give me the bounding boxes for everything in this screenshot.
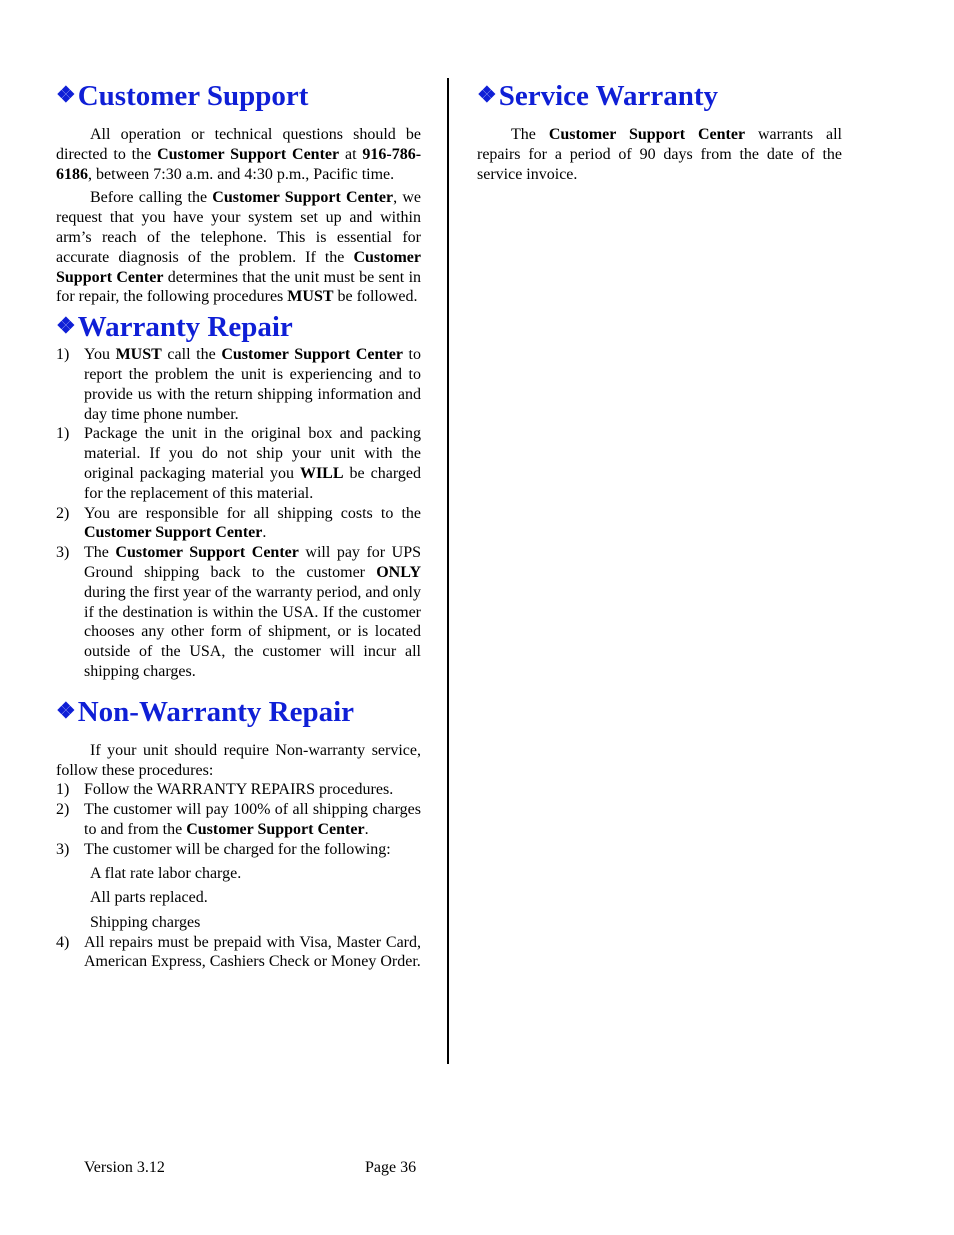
non-warranty-repair-heading [56,694,421,730]
list-item-number: 3) [56,840,70,858]
text-run: be charged for the replacement of this material. [84,464,421,502]
list-item [56,504,421,544]
text-run: The customer will be charged for the following: [84,840,391,858]
diamond-four-petal-icon: ❖ [56,313,76,339]
text-run: All repairs must be prepaid with Visa, Master Card, American Express, Cashiers Check or Money Order. [84,933,421,971]
non-warranty-repair-title: Non-Warranty Repair [77,695,355,728]
text-run: warrants all repairs for a period of 90 days from the date of the service invoice. [477,126,842,183]
list-item [56,424,421,503]
service-warranty-paragraph [477,125,842,184]
text-run: during the first year of the warranty period, and only if the destination is within the USA. If the customer chooses any other form of shipment, or is located outside of the USA, the customer will incur all shipping charges. [84,583,421,680]
text-run: The [511,126,549,143]
charge-item: A flat rate labor charge. [90,865,242,883]
bold-text: MUST [115,346,162,364]
warranty-repair-title: Warranty Repair [77,311,293,344]
list-item [56,840,421,860]
bold-text: 916-786-6186 [56,145,422,183]
text-run: will pay for UPS Ground shipping back to the customer [84,544,422,581]
list-item [56,345,421,424]
bold-text: MUST [287,288,334,306]
bold-text: Customer Support Center [186,820,365,838]
list-item-number: 3) [56,544,70,562]
diamond-four-petal-icon: ❖ [477,82,497,107]
bold-text: Customer Support Center [212,189,394,207]
footer-page-number: Page 36 [365,1159,417,1176]
list-item-number: 2) [56,801,70,819]
bold-text: Customer Support Center [56,248,421,286]
service-warranty-heading [477,78,842,114]
text-run: to report the problem the unit is experiencing and to provide us with the return shipping information and day time phone number. [84,346,422,423]
warranty-repair-heading [56,309,421,345]
text-run: Before calling the [90,189,213,207]
charge-item: Shipping charges [90,913,201,931]
bold-text: WILL [299,464,344,482]
text-run: You [84,346,116,364]
charge-item: All parts replaced. [90,889,208,907]
list-item-number: 1) [56,425,70,443]
text-run: determines that the unit must be sent in for repair, the following procedures [56,268,422,306]
bold-text: Customer Support Center [115,544,299,562]
warranty-repair-list [56,345,421,682]
customer-support-paragraph-2 [56,188,421,307]
non-warranty-list-continued [56,933,421,973]
text-run: , we request that you have your system set up and within arm’s reach of the telephone. This is essential for accurate diagnosis of the problem. If the [56,189,421,266]
list-item [56,800,421,840]
text-run: Follow the WARRANTY REPAIRS procedures. [84,781,394,799]
bold-text: Customer Support Center [221,346,403,364]
diamond-four-petal-icon: ❖ [56,697,76,723]
list-item-number: 2) [56,504,70,522]
column-divider [447,78,449,1064]
non-warranty-list [56,780,421,859]
customer-support-title: Customer Support [77,80,309,112]
service-warranty-title: Service Warranty [498,80,719,112]
text-run: If your unit should require Non-warranty service, follow these procedures: [56,741,421,779]
text-run: All operation or technical questions should be directed to the [56,126,421,163]
non-warranty-charges [56,864,421,933]
customer-support-heading [56,78,421,114]
text-run: The customer will pay 100% of all shipping charges to and from the [84,801,421,838]
list-item-number: 1) [56,781,70,799]
non-warranty-intro [56,741,421,781]
text-run: Package the unit in the original box and packing material. If you do not ship your unit with the original packaging material you [84,425,421,482]
right-column [477,78,842,184]
bold-text: Customer Support Center [84,524,263,542]
list-item-number: 1) [56,346,70,364]
footer-version: Version 3.12 [84,1159,165,1176]
list-item [56,933,421,973]
list-item-number: 4) [56,933,70,951]
customer-support-paragraph-1 [56,125,421,184]
text-run: call the [161,346,222,364]
diamond-four-petal-icon: ❖ [56,82,76,107]
text-run: The [84,544,116,562]
bold-text: Customer Support Center [157,145,340,163]
list-item [56,780,421,800]
text-run: at [339,145,363,163]
list-item [56,543,421,682]
text-run: , between 7:30 a.m. and 4:30 p.m., Pacific time. [88,165,395,183]
text-run: be followed. [333,288,418,306]
left-column [56,78,421,972]
bold-text: ONLY [376,563,421,581]
text-run: You are responsible for all shipping costs to the [84,504,421,522]
text-run: . [262,524,267,542]
text-run: . [364,820,369,838]
bold-text: Customer Support Center [548,126,746,143]
